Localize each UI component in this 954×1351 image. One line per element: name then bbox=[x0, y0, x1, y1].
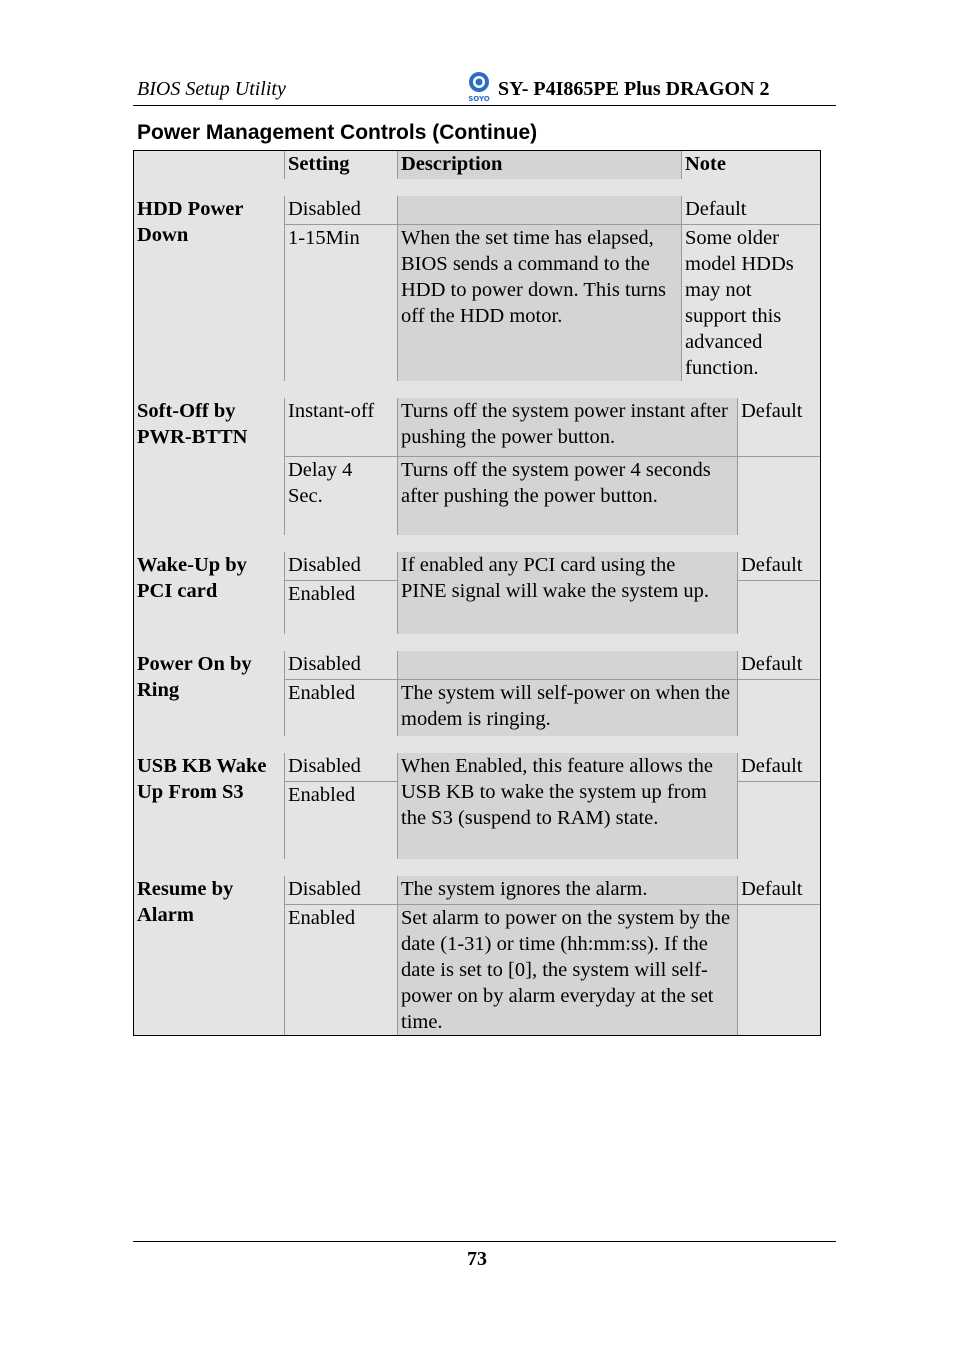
option-setting: Enabled bbox=[284, 680, 397, 736]
setting-name-line: Power On by bbox=[137, 653, 252, 675]
option-description: If enabled any PCI card using the PINE signal will wake the system up. bbox=[397, 552, 737, 634]
option-description bbox=[397, 196, 681, 224]
row-separator bbox=[134, 634, 820, 651]
header-title-right: SY- P4I865PE Plus DRAGON 2 bbox=[498, 78, 770, 100]
option-note bbox=[737, 581, 820, 634]
setting-name bbox=[134, 398, 284, 535]
footer-rule bbox=[133, 1241, 836, 1242]
settings-table bbox=[133, 150, 821, 1036]
option-note: Default bbox=[737, 876, 820, 904]
table-header-blank bbox=[134, 151, 284, 179]
table-header-setting: Setting bbox=[284, 151, 397, 179]
setting-name bbox=[134, 552, 284, 634]
setting-name-line: Wake-Up by bbox=[137, 554, 247, 576]
option-setting: Enabled bbox=[284, 782, 397, 859]
header-title-left: BIOS Setup Utility bbox=[137, 78, 286, 100]
setting-name-line: HDD Power bbox=[137, 198, 244, 220]
option-note: Default bbox=[737, 651, 820, 679]
option-description: Turns off the system power instant after pushing the power button. bbox=[397, 398, 737, 456]
option-description: When the set time has elapsed, BIOS sends a command to the HDD to power down. This turns off the HDD motor. bbox=[397, 225, 681, 381]
option-note bbox=[737, 782, 820, 859]
option-setting: Enabled bbox=[284, 905, 397, 1035]
setting-name-line: Down bbox=[137, 224, 189, 246]
svg-text:SOYO: SOYO bbox=[468, 95, 490, 103]
setting-name bbox=[134, 651, 284, 736]
option-setting: Disabled bbox=[284, 552, 397, 580]
setting-name-line: Up From S3 bbox=[137, 781, 244, 803]
option-setting: Disabled bbox=[284, 651, 397, 679]
option-description: The system will self-power on when the modem is ringing. bbox=[397, 680, 737, 736]
row-separator bbox=[134, 535, 820, 552]
setting-name-line: Resume by bbox=[137, 878, 234, 900]
setting-name bbox=[134, 196, 284, 396]
option-setting: Delay 4 Sec. bbox=[284, 457, 397, 535]
option-setting: 1-15Min bbox=[284, 225, 397, 381]
setting-name bbox=[134, 753, 284, 859]
option-description: The system ignores the alarm. bbox=[397, 876, 737, 904]
row-separator bbox=[134, 179, 820, 196]
setting-name-line: PCI card bbox=[137, 580, 218, 602]
option-note: Default bbox=[737, 398, 820, 456]
table-header-note: Note bbox=[681, 151, 820, 179]
option-note: Default bbox=[737, 552, 820, 580]
soyo-logo-icon bbox=[462, 70, 496, 104]
option-note bbox=[737, 680, 820, 736]
row-separator bbox=[134, 736, 820, 753]
option-setting: Disabled bbox=[284, 876, 397, 904]
setting-name-line: Ring bbox=[137, 679, 180, 701]
section-title: Power Management Controls (Continue) bbox=[137, 121, 538, 144]
option-setting: Enabled bbox=[284, 581, 397, 634]
table-header-description: Description bbox=[397, 151, 681, 179]
setting-name bbox=[134, 876, 284, 1035]
page-number: 73 bbox=[467, 1248, 487, 1270]
option-description bbox=[397, 651, 737, 679]
setting-name-line: Soft-Off by bbox=[137, 400, 236, 422]
header-rule bbox=[133, 105, 836, 106]
option-description: When Enabled, this feature allows the USB KB to wake the system up from the S3 (suspend to RAM) state. bbox=[397, 753, 737, 859]
option-setting: Disabled bbox=[284, 196, 397, 224]
option-setting: Instant-off bbox=[284, 398, 397, 456]
option-note: Default bbox=[681, 196, 820, 224]
setting-name-line: USB KB Wake bbox=[137, 755, 267, 777]
row-separator bbox=[134, 859, 820, 876]
option-description: Turns off the system power 4 seconds after pushing the power button. bbox=[397, 457, 737, 535]
option-note: Default bbox=[737, 753, 820, 781]
option-description: Set alarm to power on the system by the date (1-31) or time (hh:mm:ss). If the date is set to [0], the system will self-power on by alarm everyday at the set time. bbox=[397, 905, 737, 1035]
row-separator bbox=[134, 381, 820, 398]
setting-name-line: Alarm bbox=[137, 904, 194, 926]
option-note: Some older model HDDs may not support this advanced function. bbox=[681, 225, 820, 381]
option-note bbox=[737, 905, 820, 1035]
option-setting: Disabled bbox=[284, 753, 397, 781]
setting-name-line: PWR-BTTN bbox=[137, 426, 248, 448]
option-note bbox=[737, 457, 820, 535]
